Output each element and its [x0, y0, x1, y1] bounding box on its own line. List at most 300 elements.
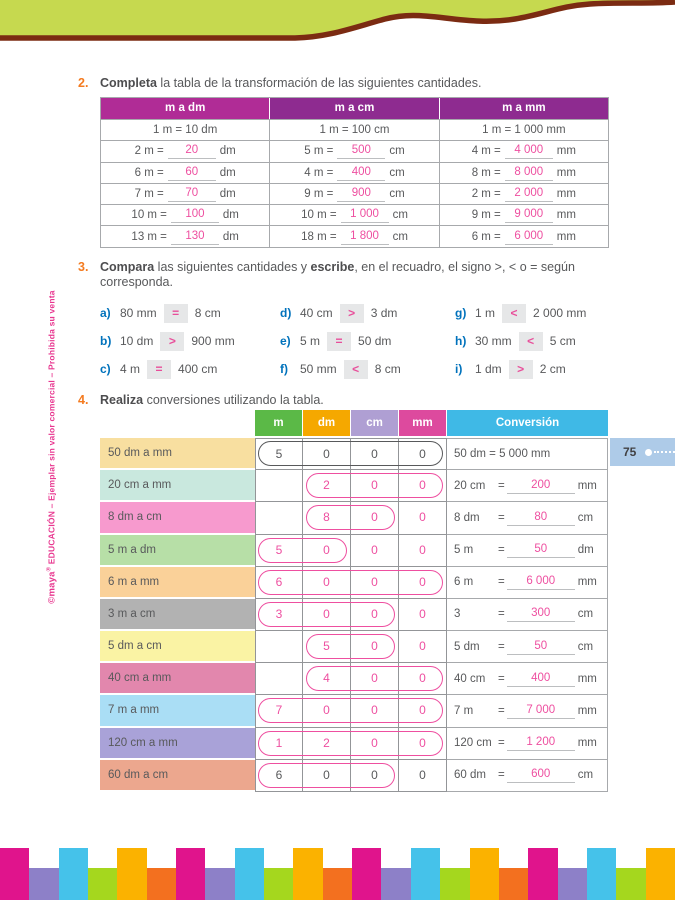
conversion-cell: [101, 119, 270, 140]
digit-cell[interactable]: [255, 502, 303, 534]
digit-cell[interactable]: 3: [255, 599, 303, 631]
digit-cell[interactable]: 0: [351, 599, 399, 631]
equation-unit: dm: [219, 145, 236, 158]
item-letter: f): [280, 362, 288, 376]
circled-digits-annotation: [306, 473, 443, 498]
footer-bar: [587, 848, 616, 900]
conversion-quantity: 6 m: [454, 576, 474, 589]
circled-digits-annotation: [306, 666, 443, 691]
answer-blank[interactable]: 400: [337, 165, 385, 181]
ex4-column-header: dm: [303, 410, 350, 436]
equation-unit: cm: [389, 188, 405, 201]
footer-bar: [117, 848, 146, 900]
right-quantity: 8 cm: [374, 362, 401, 376]
page-number: 75: [623, 445, 637, 459]
footer-bar: [440, 868, 469, 900]
ex4-column-header: Conversión: [447, 410, 608, 436]
footer-bar: [352, 848, 381, 900]
row-label: 5 m a dm: [100, 535, 255, 565]
sign-box[interactable]: <: [519, 332, 543, 351]
conversion-cell: [270, 225, 439, 246]
answer-blank[interactable]: 4 000: [505, 143, 553, 159]
conversion-unit: cm: [577, 511, 594, 524]
ex4-column-header: mm: [399, 410, 446, 436]
item-letter: h): [455, 334, 467, 348]
circled-digits-annotation: [258, 538, 347, 563]
digit-cell[interactable]: 7: [255, 695, 303, 727]
right-quantity: 5 cm: [549, 334, 576, 348]
conversion-cell: [440, 204, 608, 225]
conversion-result-cell: [447, 567, 608, 599]
conversion-quantity: 40 cm: [454, 672, 486, 685]
comparison-item: [280, 355, 455, 383]
digit-cell[interactable]: 5: [255, 535, 303, 567]
conversion-result-cell: [447, 599, 608, 631]
conversion-quantity: 60 dm: [454, 769, 486, 782]
conversion-cell: [101, 140, 270, 161]
digit-cell[interactable]: 0: [399, 502, 447, 534]
left-quantity: 5 m: [300, 334, 321, 348]
conversion-table-ex4: [100, 410, 608, 792]
comparison-items-grid: [100, 299, 615, 383]
table-row: [100, 567, 608, 599]
digit-cell[interactable]: 6: [255, 760, 303, 792]
digit-cell[interactable]: 0: [351, 470, 399, 502]
equation-prefix: 4 m =: [304, 166, 334, 179]
sign-box[interactable]: =: [147, 360, 171, 379]
item-letter: e): [280, 334, 291, 348]
conversion-example-text: 50 dm = 5 000 mm: [454, 448, 551, 461]
row-label: 5 dm a cm: [100, 631, 255, 661]
left-quantity: 4 m: [120, 362, 141, 376]
conversion-table-ex2: [100, 97, 609, 248]
conversion-unit: mm: [577, 672, 597, 685]
left-quantity: 40 cm: [300, 306, 333, 320]
row-label: 3 m a cm: [100, 599, 255, 629]
conversion-unit: cm: [577, 608, 594, 621]
conversion-cell: [101, 225, 270, 246]
table-row: [100, 599, 608, 631]
digit-cell[interactable]: 0: [303, 599, 351, 631]
digit-cell[interactable]: 8: [303, 502, 351, 534]
conversion-cell: [101, 162, 270, 183]
exercise3-number: 3.: [78, 260, 89, 274]
table-row: [100, 728, 608, 760]
digit-cell[interactable]: 2: [303, 470, 351, 502]
sign-box[interactable]: >: [340, 304, 364, 323]
conversion-quantity: 3: [454, 608, 461, 621]
exercise2-number: 2.: [78, 76, 89, 90]
answer-blank[interactable]: 900: [337, 186, 385, 202]
comparison-item: [280, 327, 455, 355]
digit-cell[interactable]: [255, 663, 303, 695]
digit-cell[interactable]: 0: [399, 599, 447, 631]
footer-bar: [88, 868, 117, 900]
table-row: [100, 535, 608, 567]
equation-unit: cm: [389, 166, 405, 179]
digit-cell[interactable]: 0: [351, 438, 399, 470]
equation-unit: mm: [556, 145, 576, 158]
exercise2-title: [100, 76, 481, 91]
footer-bar: [176, 848, 205, 900]
answer-blank[interactable]: 6 000: [507, 574, 575, 590]
digit-cell[interactable]: 0: [351, 535, 399, 567]
footer-bar: [323, 868, 352, 900]
digit-cell[interactable]: 0: [351, 695, 399, 727]
answer-blank[interactable]: 20: [168, 143, 216, 159]
equals-sign: =: [498, 576, 505, 589]
equation-prefix: 9 m =: [304, 188, 334, 201]
equation-text: 1 m = 100 cm: [319, 124, 390, 137]
row-label: 120 cm a mm: [100, 728, 255, 758]
conversion-unit: cm: [577, 769, 594, 782]
table-row: [100, 631, 608, 663]
circled-digits-annotation: [258, 731, 443, 756]
conversion-result-cell: [447, 695, 608, 727]
digit-cell[interactable]: 0: [399, 695, 447, 727]
ex2-column-header: m a dm: [101, 98, 270, 119]
digit-cell[interactable]: 0: [303, 438, 351, 470]
sign-box[interactable]: >: [160, 332, 184, 351]
ex4-header-row: [100, 410, 608, 436]
ex4-column-header: m: [255, 410, 302, 436]
footer-bar: [205, 868, 234, 900]
sign-box[interactable]: <: [344, 360, 368, 379]
conversion-cell: [101, 183, 270, 204]
registered-mark: ®: [46, 566, 53, 572]
ex4-table-body: [100, 438, 608, 792]
footer-bar: [29, 868, 58, 900]
item-letter: a): [100, 306, 111, 320]
answer-blank[interactable]: 200: [507, 478, 575, 494]
answer-blank[interactable]: 7 000: [507, 703, 575, 719]
equation-prefix: 13 m =: [131, 230, 167, 243]
equals-sign: =: [498, 544, 505, 557]
equation-unit: mm: [556, 188, 576, 201]
answer-blank[interactable]: 50: [507, 639, 575, 655]
circled-digits-annotation: [258, 698, 443, 723]
conversion-cell: [440, 183, 608, 204]
equation-unit: mm: [556, 230, 576, 243]
left-quantity: 80 mm: [120, 306, 157, 320]
conversion-cell: [270, 204, 439, 225]
equation-prefix: 8 m =: [471, 166, 501, 179]
digit-cell[interactable]: [255, 631, 303, 663]
comparison-item: [455, 327, 615, 355]
answer-blank[interactable]: 6 000: [505, 229, 553, 245]
conversion-cell: [270, 140, 439, 161]
footer-bar: [470, 848, 499, 900]
digit-cell[interactable]: 0: [399, 470, 447, 502]
copyright-vertical-text: [47, 290, 58, 603]
conversion-quantity: 5 dm: [454, 640, 480, 653]
table-row: [101, 183, 608, 204]
equation-prefix: 10 m =: [131, 209, 167, 222]
answer-blank[interactable]: 60: [168, 165, 216, 181]
digit-cell[interactable]: 0: [351, 502, 399, 534]
right-quantity: 8 cm: [194, 306, 221, 320]
conversion-quantity: 20 cm: [454, 479, 486, 492]
equation-prefix: 7 m =: [134, 188, 164, 201]
row-label: 50 dm a mm: [100, 438, 255, 468]
digit-cell[interactable]: 0: [399, 535, 447, 567]
table-row: [100, 663, 608, 695]
right-quantity: 2 000 mm: [533, 306, 587, 320]
conversion-unit: mm: [577, 704, 597, 717]
right-quantity: 2 cm: [539, 362, 566, 376]
row-label: 8 dm a cm: [100, 502, 255, 532]
right-quantity: 50 dm: [358, 334, 392, 348]
exercise3-title-bold2: escribe: [310, 260, 355, 274]
equation-prefix: 2 m =: [134, 145, 164, 158]
comparison-item: [455, 355, 615, 383]
sign-box[interactable]: =: [327, 332, 351, 351]
circled-digits-annotation: [306, 634, 395, 659]
ex2-column-header: m a mm: [440, 98, 608, 119]
left-quantity: 1 m: [475, 306, 496, 320]
ex4-header-spacer: [100, 410, 255, 436]
left-quantity: 30 mm: [475, 334, 512, 348]
digit-cell[interactable]: 0: [351, 760, 399, 792]
answer-blank[interactable]: 500: [337, 143, 385, 159]
equation-unit: cm: [389, 145, 405, 158]
row-label: 6 m a mm: [100, 567, 255, 597]
equation-unit: dm: [219, 188, 236, 201]
answer-blank[interactable]: 300: [507, 606, 575, 622]
exercise4-title: [100, 393, 324, 408]
digit-cell[interactable]: 0: [399, 760, 447, 792]
exercise4-title-bold: Realiza: [100, 393, 144, 407]
exercise2-title-rest: la tabla de la transformación de las siguientes cantidades.: [156, 76, 482, 90]
conversion-cell: [101, 204, 270, 225]
item-letter: g): [455, 306, 467, 320]
digit-cell[interactable]: 0: [399, 567, 447, 599]
exercise2-title-bold: Completa: [100, 76, 157, 90]
equation-prefix: 4 m =: [471, 145, 501, 158]
equation-text: 1 m = 1 000 mm: [482, 124, 566, 137]
conversion-result-cell: [447, 502, 608, 534]
answer-blank[interactable]: 80: [507, 510, 575, 526]
conversion-result-cell: [447, 663, 608, 695]
equals-sign: =: [498, 608, 505, 621]
left-quantity: 10 dm: [120, 334, 154, 348]
footer-bar: [235, 848, 264, 900]
equals-sign: =: [498, 511, 505, 524]
page-number-tab: [610, 438, 675, 466]
equation-prefix: 18 m =: [301, 230, 337, 243]
conversion-quantity: 7 m: [454, 704, 474, 717]
row-label: 20 cm a mm: [100, 470, 255, 500]
equation-prefix: 9 m =: [471, 209, 501, 222]
conversion-quantity: 5 m: [454, 544, 474, 557]
conversion-result-cell: [447, 438, 608, 470]
item-letter: d): [280, 306, 292, 320]
digit-cell[interactable]: 0: [351, 728, 399, 760]
equation-unit: dm: [222, 209, 239, 222]
conversion-cell: [270, 183, 439, 204]
digit-cell[interactable]: 0: [351, 567, 399, 599]
comparison-item: [280, 299, 455, 327]
answer-blank[interactable]: 1 200: [507, 735, 575, 751]
digit-cell[interactable]: 5: [255, 438, 303, 470]
equation-unit: mm: [556, 209, 576, 222]
circled-digits-annotation: [258, 570, 443, 595]
row-label: 40 cm a mm: [100, 663, 255, 693]
ex2-table-body: [101, 119, 608, 247]
digit-cell[interactable]: [255, 470, 303, 502]
conversion-cell: [440, 162, 608, 183]
footer-bar: [411, 848, 440, 900]
answer-blank[interactable]: 70: [168, 186, 216, 202]
footer-color-bars: [0, 848, 675, 900]
equation-unit: cm: [392, 230, 408, 243]
exercise2-heading: [78, 76, 608, 91]
circled-digits-annotation: [258, 441, 443, 466]
answer-blank[interactable]: 600: [507, 767, 575, 783]
brand-name: ©maya: [46, 571, 58, 604]
equals-sign: =: [498, 672, 505, 685]
footer-bar: [616, 868, 645, 900]
equation-prefix: 2 m =: [471, 188, 501, 201]
table-row: [101, 119, 608, 140]
table-row: [100, 760, 608, 792]
digit-cell[interactable]: 0: [399, 438, 447, 470]
conversion-result-cell: [447, 631, 608, 663]
item-letter: b): [100, 334, 112, 348]
answer-blank[interactable]: 8 000: [505, 165, 553, 181]
ex2-column-header: m a cm: [270, 98, 439, 119]
digit-cell[interactable]: 0: [399, 631, 447, 663]
conversion-result-cell: [447, 728, 608, 760]
comparison-item: [100, 327, 280, 355]
footer-bar: [147, 868, 176, 900]
table-row: [100, 470, 608, 502]
item-letter: c): [100, 362, 111, 376]
digit-cell[interactable]: 0: [399, 663, 447, 695]
table-row: [101, 140, 608, 161]
equation-text: 1 m = 10 dm: [153, 124, 218, 137]
conversion-result-cell: [447, 760, 608, 792]
answer-blank[interactable]: 9 000: [505, 207, 553, 223]
item-letter: i): [455, 362, 463, 376]
conversion-unit: dm: [577, 544, 594, 557]
equation-unit: mm: [556, 166, 576, 179]
digit-cell[interactable]: 0: [303, 695, 351, 727]
sign-box[interactable]: =: [164, 304, 188, 323]
conversion-unit: mm: [577, 576, 597, 589]
conversion-result-cell: [447, 535, 608, 567]
sign-box[interactable]: <: [502, 304, 526, 323]
digit-cell[interactable]: 5: [303, 631, 351, 663]
answer-blank[interactable]: 2 000: [505, 186, 553, 202]
conversion-unit: mm: [577, 737, 597, 750]
right-quantity: 400 cm: [178, 362, 218, 376]
table-row: [100, 695, 608, 727]
equals-sign: =: [498, 737, 505, 750]
table-row: [101, 225, 608, 246]
page-tab-dotted-line: [654, 451, 675, 453]
digit-cell[interactable]: 0: [399, 728, 447, 760]
exercise3-heading: [78, 260, 608, 290]
ex2-header-row: [101, 98, 608, 119]
conversion-cell: [270, 119, 439, 140]
table-row: [101, 162, 608, 183]
footer-bar: [646, 848, 675, 900]
equals-sign: =: [498, 640, 505, 653]
digit-cell[interactable]: 1: [255, 728, 303, 760]
answer-blank[interactable]: 1 800: [341, 229, 389, 245]
equation-unit: cm: [392, 209, 408, 222]
conversion-result-cell: [447, 470, 608, 502]
digit-cell[interactable]: 4: [303, 663, 351, 695]
exercise3-title-rest: , en el recuadro, el signo >, < o = según: [354, 260, 575, 274]
comparison-item: [100, 299, 280, 327]
circled-digits-annotation: [306, 505, 395, 530]
conversion-quantity: 8 dm: [454, 511, 480, 524]
digit-cell[interactable]: 0: [303, 535, 351, 567]
conversion-cell: [440, 140, 608, 161]
exercise4-title-rest: conversiones utilizando la tabla.: [143, 393, 324, 407]
exercise3-title-line2: corresponda.: [100, 275, 173, 289]
conversion-unit: cm: [577, 640, 594, 653]
equals-sign: =: [498, 769, 505, 782]
equation-unit: dm: [222, 230, 239, 243]
answer-blank[interactable]: 1 000: [341, 207, 389, 223]
footer-bar: [264, 868, 293, 900]
digit-cell[interactable]: 0: [303, 567, 351, 599]
sign-box[interactable]: >: [509, 360, 533, 379]
conversion-cell: [440, 225, 608, 246]
equation-unit: dm: [219, 166, 236, 179]
row-label: 7 m a mm: [100, 695, 255, 725]
digit-cell[interactable]: 2: [303, 728, 351, 760]
answer-blank[interactable]: 400: [507, 671, 575, 687]
exercise3-title-bold: Compara: [100, 260, 155, 274]
footer-bar: [59, 848, 88, 900]
table-row: [101, 204, 608, 225]
left-quantity: 50 mm: [300, 362, 337, 376]
left-quantity: 1 dm: [475, 362, 502, 376]
footer-bar: [293, 848, 322, 900]
digit-cell[interactable]: 0: [351, 631, 399, 663]
digit-cell[interactable]: 0: [303, 760, 351, 792]
right-quantity: 900 mm: [191, 334, 235, 348]
footer-bar: [0, 848, 29, 900]
circled-digits-annotation: [258, 602, 395, 627]
answer-blank[interactable]: 100: [171, 207, 219, 223]
digit-cell[interactable]: 6: [255, 567, 303, 599]
footer-bar: [528, 848, 557, 900]
equation-prefix: 6 m =: [134, 166, 164, 179]
conversion-unit: mm: [577, 479, 597, 492]
conversion-cell: [270, 162, 439, 183]
equation-prefix: 6 m =: [471, 230, 501, 243]
right-quantity: 3 dm: [370, 306, 398, 320]
equals-sign: =: [498, 479, 505, 492]
copyright-rest: EDUCACIÓN – Ejemplar sin valor comercial – Prohibida su venta: [46, 290, 57, 567]
exercise4-number: 4.: [78, 393, 89, 407]
answer-blank[interactable]: 50: [507, 542, 575, 558]
answer-blank[interactable]: 130: [171, 229, 219, 245]
exercise3-title: [100, 260, 575, 290]
row-label: 60 dm a cm: [100, 760, 255, 790]
circled-digits-annotation: [258, 763, 395, 788]
digit-cell[interactable]: 0: [351, 663, 399, 695]
conversion-quantity: 120 cm: [454, 737, 492, 750]
footer-bar: [381, 868, 410, 900]
conversion-cell: [440, 119, 608, 140]
equation-prefix: 5 m =: [304, 145, 334, 158]
